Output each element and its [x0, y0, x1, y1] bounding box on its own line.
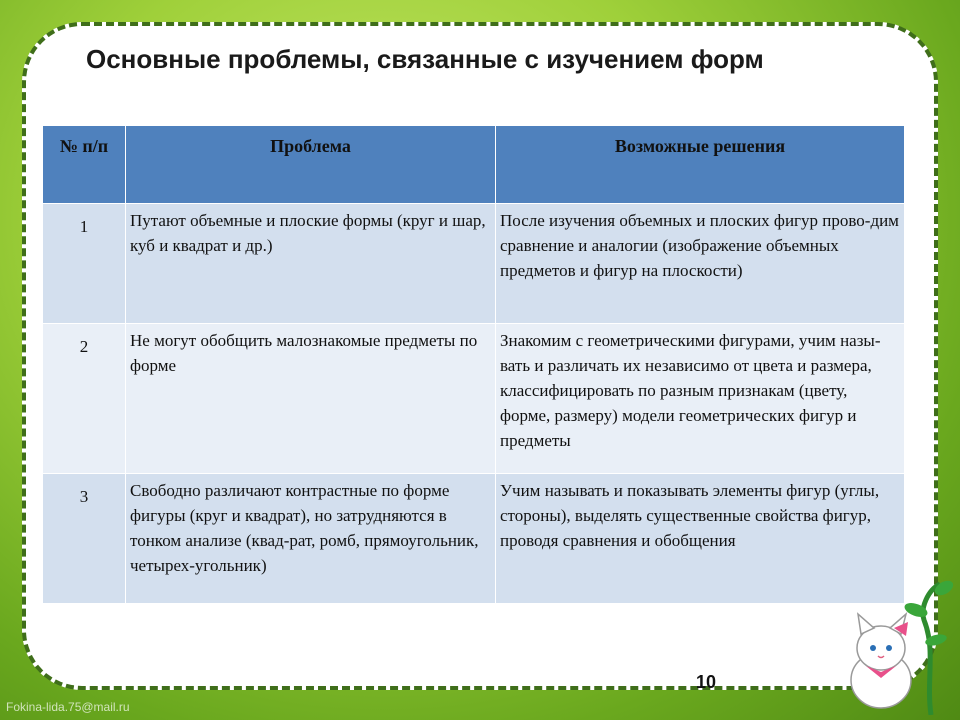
table-row	[43, 474, 905, 604]
problems-table	[42, 125, 905, 604]
header-number: № п/п	[43, 126, 126, 204]
header-solutions: Возможные решения	[496, 126, 905, 204]
page-number: 10	[696, 672, 717, 692]
row-solution: Учим называть и показывать элементы фигур (углы, стороны), выделять существенные свойства фигур, проводя сравнения и обобщения	[496, 474, 905, 604]
row-problem: Свободно различают контрастные по форме фигуры (круг и квадрат), но затрудняются в тонком анализе (квад-рат, ромб, прямоугольник, четырех-угольник)	[126, 474, 496, 604]
watermark: Fokina-lida.75@mail.ru	[6, 700, 130, 714]
row-solution: После изучения объемных и плоских фигур прово-дим сравнение и аналогии (изображение объемных предметов и фигур на плоскости)	[496, 204, 905, 324]
row-solution: Знакомим с геометрическими фигурами, учим назы-вать и различать их независимо от цвета и размера, классифицировать по разным признакам (цвету, форме, размеру) модели геометрических фигур и предметы	[496, 324, 905, 474]
row-number: 2	[43, 324, 126, 474]
row-number: 1	[43, 204, 126, 324]
row-number: 3	[43, 474, 126, 604]
header-problem: Проблема	[126, 126, 496, 204]
row-problem: Путают объемные и плоские формы (круг и шар, куб и квадрат и др.)	[126, 204, 496, 324]
slide-title: Основные проблемы, связанные с изучением форм	[86, 44, 764, 74]
row-problem: Не могут обобщить малознакомые предметы по форме	[126, 324, 496, 474]
table-header-row	[43, 126, 905, 204]
table-row	[43, 324, 905, 474]
kitten-on-vine-icon	[836, 570, 956, 715]
table-row	[43, 204, 905, 324]
